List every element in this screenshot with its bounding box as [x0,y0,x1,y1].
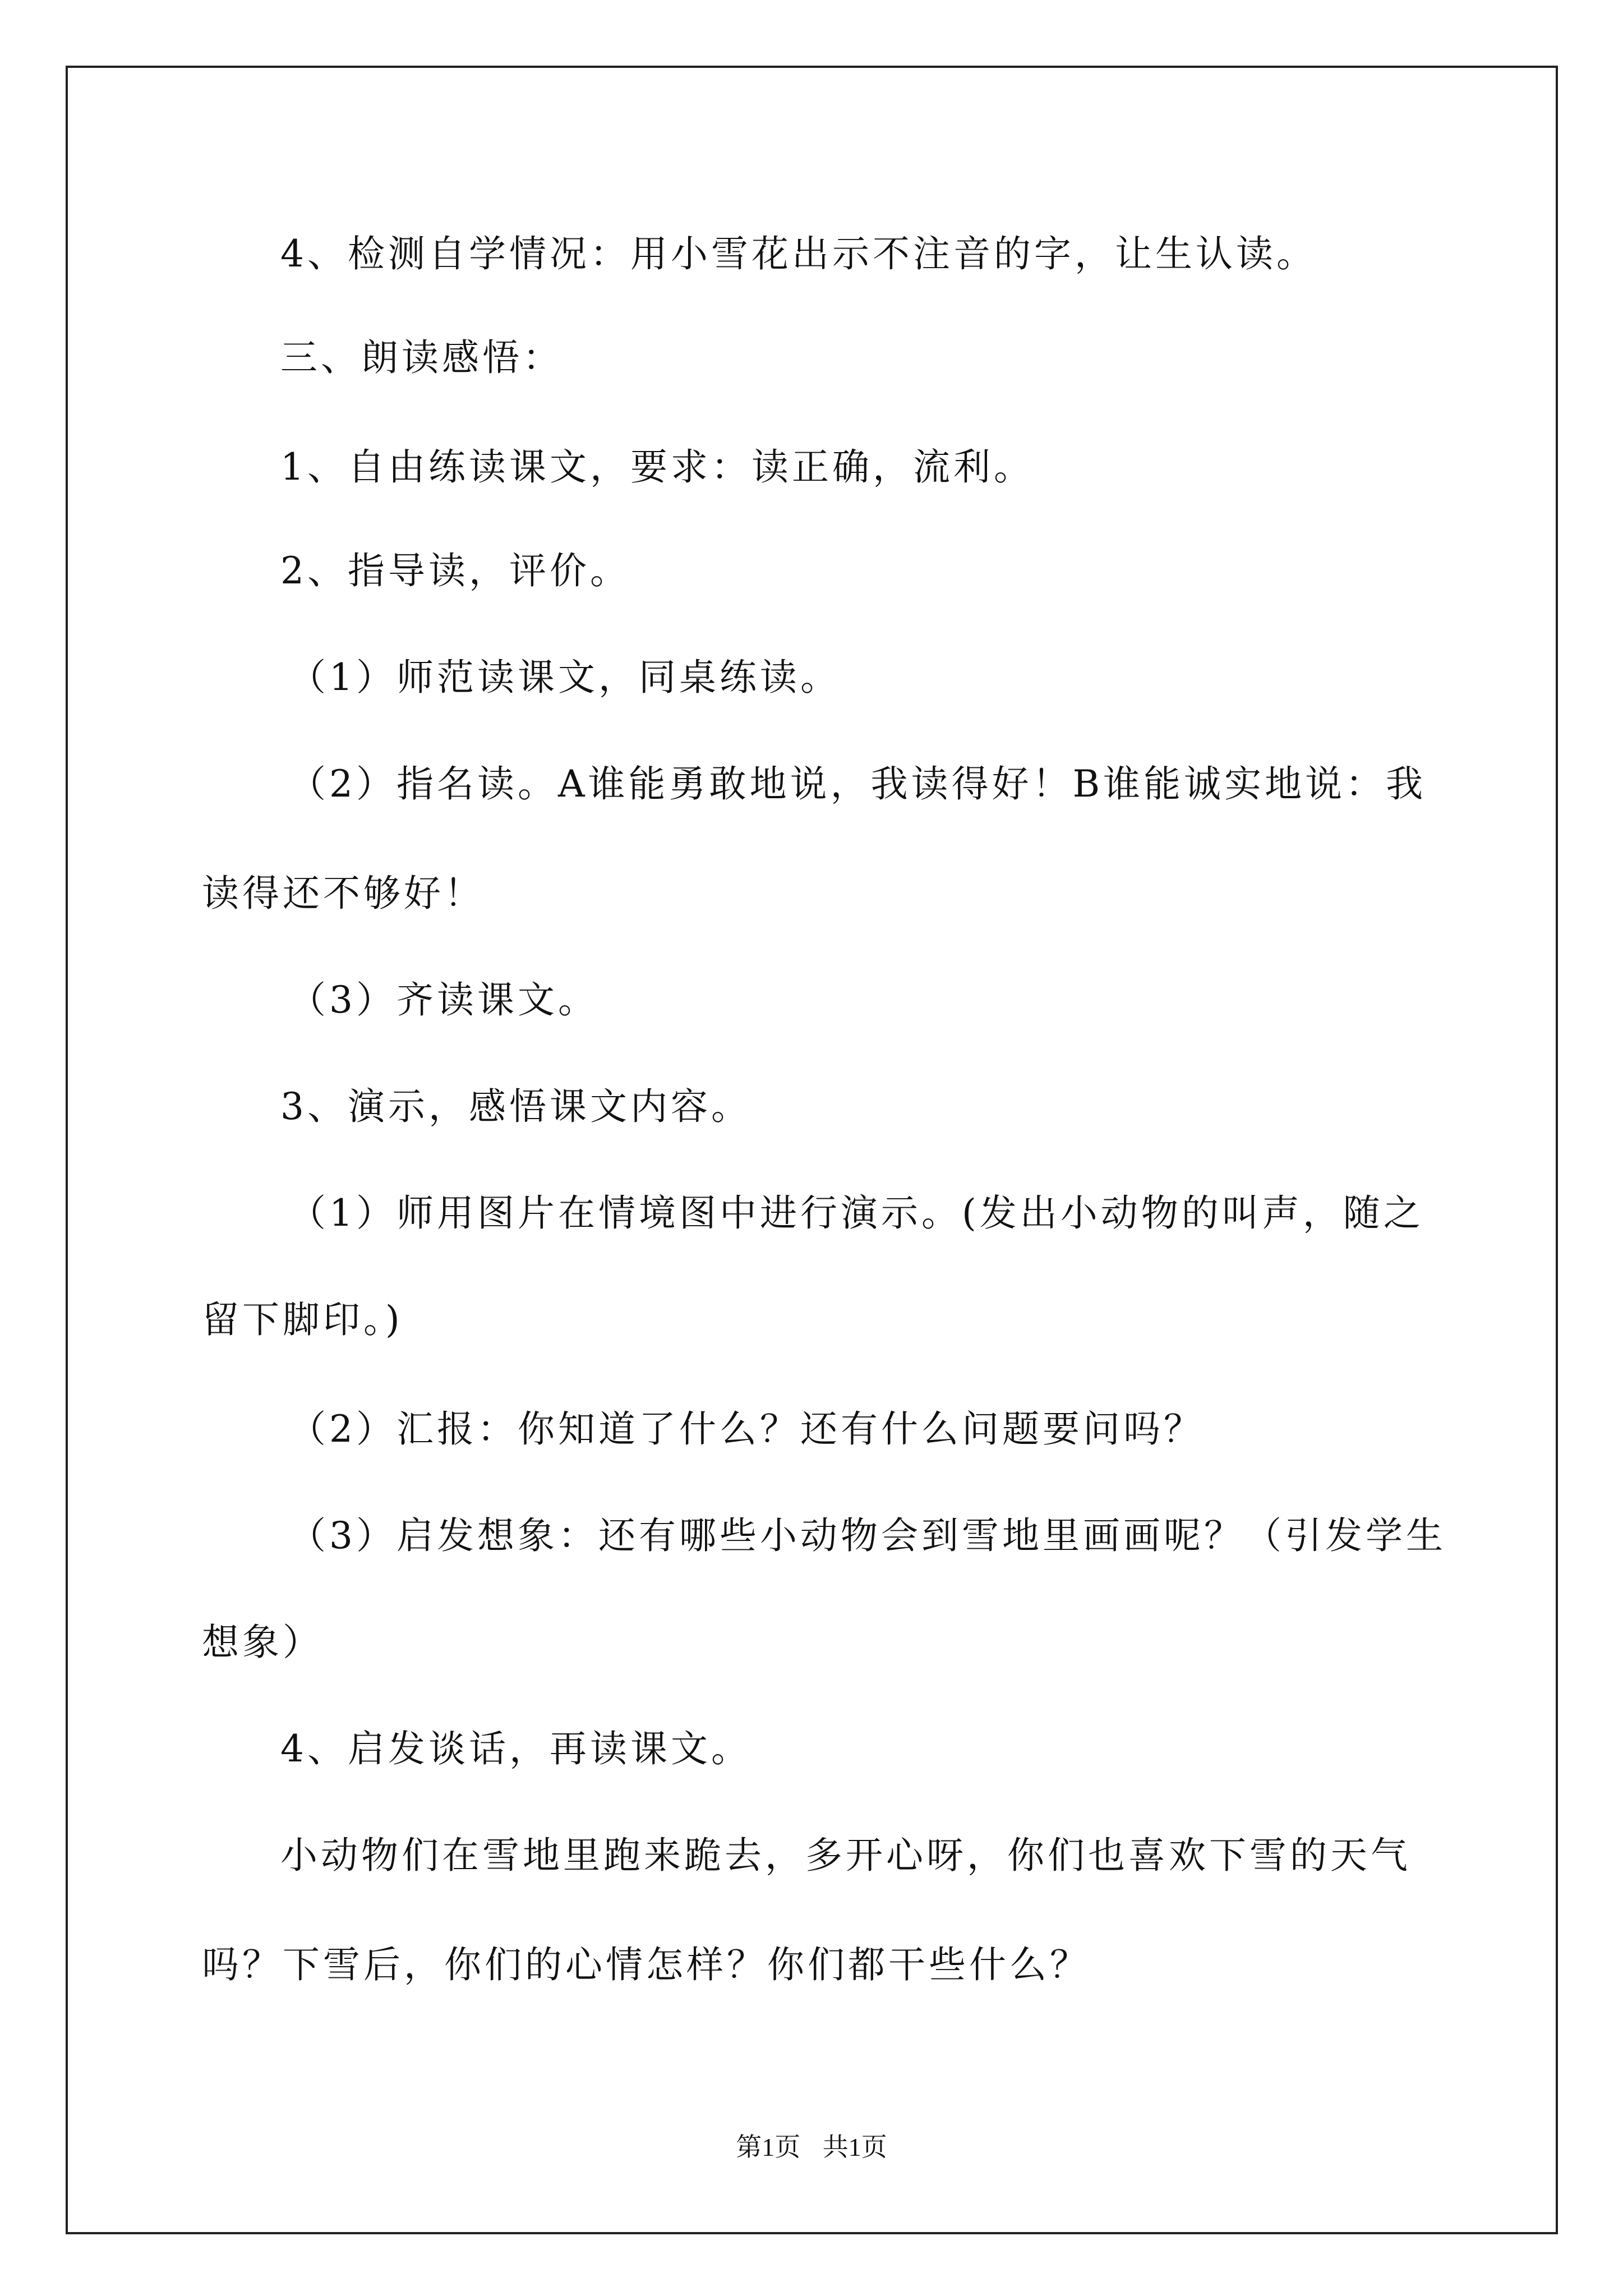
page-number-current: 第1页 [736,2133,801,2161]
paragraph-line: （2）指名读。A谁能勇敢地说，我读得好！B谁能诚实地说：我 [289,762,1427,806]
paragraph-line: 读得还不够好！ [202,872,485,915]
paragraph-line: （1）师用图片在情境图中进行演示。(发出小动物的叫声，随之 [289,1191,1424,1235]
paragraph-line: 想象） [202,1621,323,1664]
paragraph-line: 3、演示，感悟课文内容。 [280,1085,751,1128]
page-border [66,66,1558,2234]
paragraph-line: 4、检测自学情况：用小雪花出示不注音的字，让生认读。 [280,232,1317,275]
paragraph-line: 4、启发谈话，再读课文。 [280,1727,751,1770]
paragraph-line: 留下脚印。) [202,1298,403,1341]
paragraph-line: （2）汇报：你知道了什么？还有什么问题要问吗？ [289,1407,1204,1451]
paragraph-line: 吗？下雪后，你们的心情怎样？你们都干些什么？ [202,1943,1090,1986]
paragraph-line: 2、指导读，评价。 [280,549,630,592]
paragraph-line: （3）齐读课文。 [289,978,598,1022]
page-number-total: 共1页 [822,2133,887,2161]
paragraph-line: 小动物们在雪地里跑来跪去，多开心呀，你们也喜欢下雪的天气 [280,1834,1411,1877]
paragraph-line: （3）启发想象：还有哪些小动物会到雪地里画画呢？（引发学生 [289,1514,1446,1557]
section-heading: 三、朗读感悟： [280,336,563,379]
page-footer [0,2134,1623,2160]
paragraph-line: 1、自由练读课文，要求：读正确，流利。 [280,445,1034,489]
paragraph-line: （1）师范读课文，同桌练读。 [289,656,841,699]
